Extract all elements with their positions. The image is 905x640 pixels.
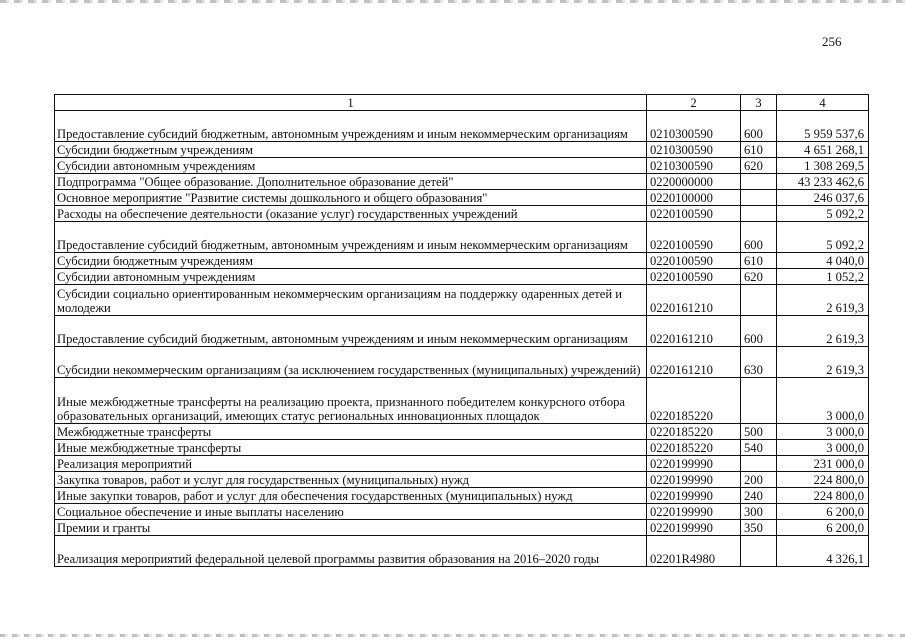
row-sum: 224 800,0 (777, 472, 869, 488)
row-sum: 246 037,6 (777, 190, 869, 206)
row-sum: 3 000,0 (777, 378, 869, 424)
row-sum: 6 200,0 (777, 504, 869, 520)
row-name: Реализация мероприятий федеральной целевой программы развития образования на 2016–2020 годы (55, 536, 647, 567)
row-code: 0210300590 (647, 111, 741, 142)
table-row (55, 520, 869, 536)
scan-edge-bottom (0, 634, 905, 637)
row-name: Подпрограмма "Общее образование. Дополнительное образование детей" (55, 174, 647, 190)
table-row (55, 488, 869, 504)
row-code: 02201R4980 (647, 536, 741, 567)
row-sum: 2 619,3 (777, 316, 869, 347)
row-name: Иные межбюджетные трансферты (55, 440, 647, 456)
table-row (55, 269, 869, 285)
row-sum: 4 040,0 (777, 253, 869, 269)
row-vr: 630 (741, 347, 777, 378)
row-sum: 4 651 268,1 (777, 142, 869, 158)
row-code: 0220100590 (647, 253, 741, 269)
row-sum: 1 052,2 (777, 269, 869, 285)
row-code: 0220185220 (647, 440, 741, 456)
row-sum: 224 800,0 (777, 488, 869, 504)
row-vr: 240 (741, 488, 777, 504)
row-vr: 620 (741, 269, 777, 285)
row-vr: 500 (741, 424, 777, 440)
table-row (55, 111, 869, 142)
row-code: 0220000000 (647, 174, 741, 190)
row-name: Предоставление субсидий бюджетным, автономным учреждениям и иным некоммерческим организациям (55, 222, 647, 253)
row-code: 0220199990 (647, 488, 741, 504)
row-code: 0220199990 (647, 520, 741, 536)
row-name: Социальное обеспечение и иные выплаты населению (55, 504, 647, 520)
row-vr (741, 378, 777, 424)
row-name: Предоставление субсидий бюджетным, автономным учреждениям и иным некоммерческим организациям (55, 111, 647, 142)
row-vr (741, 190, 777, 206)
row-vr: 200 (741, 472, 777, 488)
row-code: 0220199990 (647, 456, 741, 472)
row-code: 0220185220 (647, 378, 741, 424)
row-vr (741, 285, 777, 316)
table-row (55, 206, 869, 222)
table-row (55, 316, 869, 347)
row-name: Реализация мероприятий (55, 456, 647, 472)
row-vr: 600 (741, 111, 777, 142)
row-sum: 2 619,3 (777, 347, 869, 378)
row-sum: 5 092,2 (777, 222, 869, 253)
table-row (55, 253, 869, 269)
row-code: 0210300590 (647, 158, 741, 174)
table-row (55, 456, 869, 472)
table-row (55, 158, 869, 174)
row-name: Субсидии бюджетным учреждениям (55, 253, 647, 269)
row-name: Субсидии некоммерческим организациям (за исключением государственных (муниципальных) учреждений) (55, 347, 647, 378)
row-sum: 43 233 462,6 (777, 174, 869, 190)
table-row (55, 472, 869, 488)
row-code: 0220199990 (647, 472, 741, 488)
row-name: Межбюджетные трансферты (55, 424, 647, 440)
row-sum: 5 959 537,6 (777, 111, 869, 142)
page-number: 256 (822, 34, 842, 49)
row-vr (741, 456, 777, 472)
row-sum: 3 000,0 (777, 440, 869, 456)
row-name: Предоставление субсидий бюджетным, автономным учреждениям и иным некоммерческим организациям (55, 316, 647, 347)
row-name: Субсидии автономным учреждениям (55, 158, 647, 174)
row-vr: 600 (741, 222, 777, 253)
row-vr (741, 536, 777, 567)
table-header-row (55, 95, 869, 111)
row-code: 0220199990 (647, 504, 741, 520)
row-sum: 1 308 269,5 (777, 158, 869, 174)
row-code: 0220100590 (647, 269, 741, 285)
header-col-2: 2 (647, 95, 741, 111)
row-vr (741, 174, 777, 190)
budget-table-body (55, 95, 869, 567)
header-col-1: 1 (55, 95, 647, 111)
row-name: Иные межбюджетные трансферты на реализацию проекта, признанного победителем конкурсного отбора образовательных организаций, имеющих статус региональных инновационных площадок (55, 378, 647, 424)
row-name: Субсидии социально ориентированным некоммерческим организациям на поддержку одаренных детей и молодежи (55, 285, 647, 316)
row-sum: 3 000,0 (777, 424, 869, 440)
row-code: 0220100590 (647, 222, 741, 253)
table-row (55, 504, 869, 520)
row-vr: 300 (741, 504, 777, 520)
row-code: 0220100590 (647, 206, 741, 222)
row-code: 0220161210 (647, 347, 741, 378)
table-row (55, 174, 869, 190)
row-name: Основное мероприятие "Развитие системы дошкольного и общего образования" (55, 190, 647, 206)
row-name: Премии и гранты (55, 520, 647, 536)
table-row (55, 536, 869, 567)
table-row (55, 190, 869, 206)
table-row (55, 222, 869, 253)
row-code: 0220100000 (647, 190, 741, 206)
table-row (55, 347, 869, 378)
row-vr: 610 (741, 253, 777, 269)
table-row (55, 440, 869, 456)
row-code: 0220161210 (647, 316, 741, 347)
row-vr: 620 (741, 158, 777, 174)
row-sum: 231 000,0 (777, 456, 869, 472)
header-col-3: 3 (741, 95, 777, 111)
row-name: Иные закупки товаров, работ и услуг для обеспечения государственных (муниципальных) нужд (55, 488, 647, 504)
table-row (55, 378, 869, 424)
row-vr: 540 (741, 440, 777, 456)
scan-edge-top (0, 0, 905, 3)
row-code: 0220161210 (647, 285, 741, 316)
table-row (55, 142, 869, 158)
row-vr: 350 (741, 520, 777, 536)
row-sum: 5 092,2 (777, 206, 869, 222)
row-sum: 6 200,0 (777, 520, 869, 536)
row-vr: 610 (741, 142, 777, 158)
budget-table (54, 94, 869, 567)
row-code: 0210300590 (647, 142, 741, 158)
row-sum: 2 619,3 (777, 285, 869, 316)
row-name: Расходы на обеспечение деятельности (оказание услуг) государственных учреждений (55, 206, 647, 222)
row-name: Закупка товаров, работ и услуг для государственных (муниципальных) нужд (55, 472, 647, 488)
row-code: 0220185220 (647, 424, 741, 440)
row-name: Субсидии бюджетным учреждениям (55, 142, 647, 158)
table-row (55, 424, 869, 440)
row-vr: 600 (741, 316, 777, 347)
row-name: Субсидии автономным учреждениям (55, 269, 647, 285)
row-sum: 4 326,1 (777, 536, 869, 567)
header-col-4: 4 (777, 95, 869, 111)
table-row (55, 285, 869, 316)
row-vr (741, 206, 777, 222)
